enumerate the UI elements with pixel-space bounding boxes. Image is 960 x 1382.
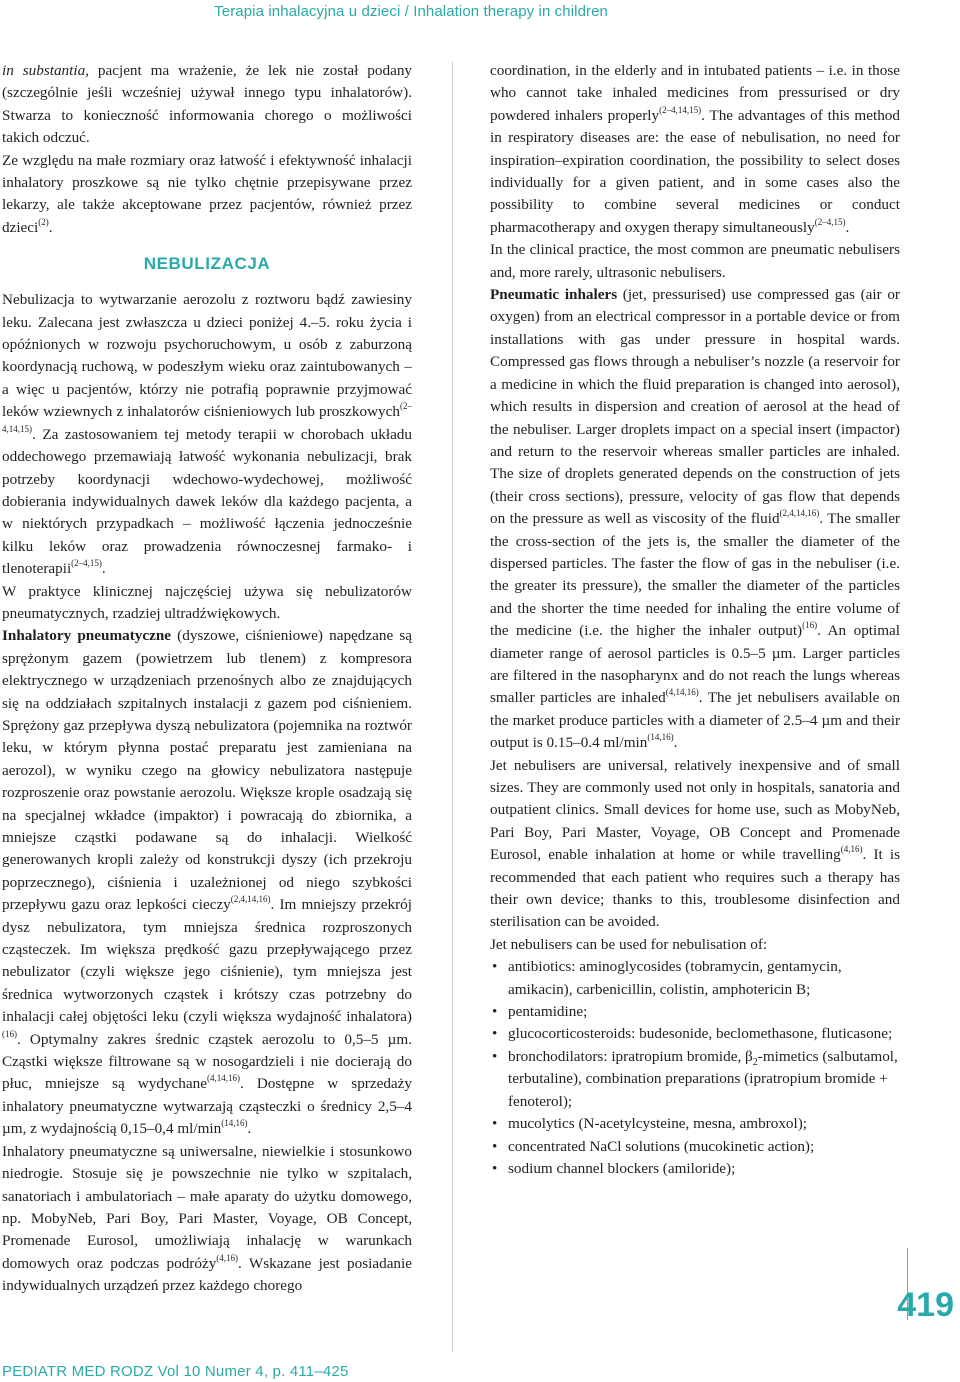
right-column <box>490 60 900 1180</box>
paragraph-text: . An optimal diameter range of aerosol particles is 0.5–5 µm. Larger particles are filtered in the nasopharynx and do not reach the lungs whereas smaller particles are inhaled <box>490 622 901 707</box>
citation: (2–4,14,15) <box>659 104 702 115</box>
citation: (4,16) <box>216 1252 239 1263</box>
paragraph-text: . <box>247 1120 252 1138</box>
paragraph-text: . Dostępne w sprzedaży inhalatory pneumatyczne wytwarzają cząsteczki o średnicy 2,5–4 µm, z wydajnością 0,15–0,4 ml/min <box>2 1075 412 1138</box>
citation: (14,16) <box>221 1118 248 1129</box>
paragraph-text: . Wskazane jest posiadanie indywidualnych urządzeń przez każdego chorego <box>2 1254 412 1295</box>
citation: (2,4,14,16) <box>230 894 271 905</box>
citation: (4,14,16) <box>206 1073 240 1084</box>
list-item: • sodium channel blockers (amiloride); <box>508 1158 900 1180</box>
paragraph: Jet nebulisers can be used for nebulisation of: <box>490 935 768 953</box>
paragraph-text: (dyszowe, ciśnieniowe) napędzane są sprężonym gazem (powietrzem lub tlenem) z kompresora elektrycznego w urządzeniach przenośnych albo ze znajdujących się na oddziałach szpitalnych instalacji z gazem pod ciśnieniem. Sprężony gaz przepływa dyszą nebulizatora (pojemnika na roztwór leku, w którym płynna postać preparatu jest zamieniana na aerozol), w wyniku czego na głowicy nebulizatora następuje rozproszenie oraz powstanie aerozolu. Większe krople osadzają się na specjalnej wkładce (impaktor) i powracają do zbiornika, a mniejsze cząstki podawane są do inhalacji. Wielkość generowanych kropli zależy od konstrukcji dyszy (ich przekroju poprzecznego), ciśnienia i uzależnionej od niego szybkości przepływu gazu oraz lepkości cieczy <box>2 627 413 914</box>
paragraph: W praktyce klinicznej najczęściej używa się nebulizatorów pneumatycznych, rzadziej ultradźwiękowych. <box>2 582 412 622</box>
paragraph: In the clinical practice, the most common are pneumatic nebulisers and, more rarely, ultrasonic nebulisers. <box>490 241 900 281</box>
paragraph-text: Ze względu na małe rozmiary oraz łatwość i efektywność inhalacji inhalatory proszkowe są nie tylko chętnie przepisywane przez lekarzy, ale także akceptowane przez pacjentów, również przez dzieci <box>2 151 412 236</box>
paragraph-text: . <box>673 734 678 752</box>
paragraph-text: , pacjent ma wrażenie, że lek nie został podany (szczególnie jeśli wcześniej używał innego typu inhalatorów). Stwarza to konieczność informowania chorego o możliwości takich odczuć. <box>2 62 413 147</box>
paragraph <box>490 60 900 239</box>
list-item: • pentamidine; <box>508 1001 900 1023</box>
paragraph-text: . Optymalny zakres średnic cząstek aerozolu to 0,5–5 µm. Cząstki większe filtrowane są w nosogardzieli i nie docierają do płuc, mniejsze są wydychane <box>2 1030 412 1093</box>
citation: (2–4,15) <box>814 216 846 227</box>
list-item-text: bronchodilators: ipratropium bromide, β <box>508 1047 753 1065</box>
paragraph <box>490 284 900 755</box>
page-number: 419 <box>897 1286 954 1324</box>
journal-footer: PEDIATR MED RODZ Vol 10 Numer 4, p. 411–425 <box>2 1363 349 1380</box>
citation: (2) <box>38 216 49 227</box>
citation: (2,4,14,16) <box>779 508 820 519</box>
paragraph <box>2 60 412 150</box>
list-item: • mucolytics (N-acetylcysteine, mesna, ambroxol); <box>508 1113 900 1135</box>
paragraph <box>2 625 412 1140</box>
paragraph-text: coordination, in the elderly and in intubated patients – i.e. in those who cannot take inhaled medicines from pressurised or dry powdered inhalers properly <box>490 62 900 124</box>
citation: (16) <box>802 620 818 631</box>
paragraph-text: Nebulizacja to wytwarzanie aerozolu z roztworu bądź zawiesiny leku. Zalecana jest zwłaszcza u dzieci poniżej 4.–5. roku życia i opóźnionych w rozwoju psychoruchowym, u osób z zaburzoną koordynacją ruchową, w podeszłym wieku oraz zaintubowanych – a więc u pacjentów, którzy nie potrafią poprawnie przyjmować leków wziewnych z inhalatorów ciśnieniowych lub proszkowych <box>2 291 412 421</box>
list-item: • antibiotics: aminoglycosides (tobramycin, gentamycin, amikacin), carbenicillin, colistin, amphotericin B; <box>508 956 900 1001</box>
list-item <box>508 1046 900 1113</box>
paragraph-text: . <box>101 560 106 578</box>
paragraph <box>2 150 412 240</box>
paragraph <box>2 1141 412 1298</box>
list-item-text: -mimetics (salbutamol, terbutaline), combination preparations (ipratropium bromide + fenoterol); <box>508 1047 898 1110</box>
paragraph-text: . The smaller the cross-section of the jets is, the smaller the diameter of the dispersed particles. The faster the flow of gas in the nebuliser (i.e. the greater its pressure), the smaller the diameter of the particles and the shorter the time needed for inhaling the entire volume of the medicine (i.e. the higher the inhaler output) <box>490 510 900 640</box>
bold-term: Inhalatory pneumatyczne <box>2 627 172 645</box>
citation: (2–4,14,15) <box>2 401 412 434</box>
citation: (4,14,16) <box>665 687 699 698</box>
running-title: Terapia inhalacyjna u dzieci / Inhalation therapy in children <box>214 3 608 20</box>
italic-term: in substantia <box>2 62 86 79</box>
paragraph-text: . <box>48 218 53 236</box>
paragraph-text: . Im mniejszy przekrój dysz nebulizatora, tym mniejsza średnica rozproszonych cząsteczek. Im większa prędkość gazu przepływającego przez nebulizator (czyli większe jego ciśnienie), tym mniejsza jest średnica wytworzonych cząstek i krótszy czas potrzebny do inhalacji całej objętości leku (czyli większa wydajność inhalatora) <box>2 896 412 1026</box>
nebulisation-list <box>490 956 900 1180</box>
citation: (14,16) <box>647 732 674 743</box>
paragraph-text: . It is recommended that each patient who requires such a therapy has their own device; thanks to this, troublesome disinfection and sterilisation can be avoided. <box>490 846 900 931</box>
paragraph-text: . The jet nebulisers available on the market produce particles with a diameter of 2.5–4 µm and their output is 0.15–0.4 ml/min <box>490 689 900 752</box>
paragraph-text: . <box>845 218 850 236</box>
paragraph-text: Jet nebulisers are universal, relatively inexpensive and of small sizes. They are commonly used not only in hospitals, sanatoria and outpatient clinics. Small devices for home use, such as MobyNeb, Pari Boy, Pari Master, Voyage, OB Concept and Promenade Eurosol, enable inhalation at home or while travelling <box>490 756 900 864</box>
column-divider <box>452 62 453 1352</box>
bold-term: Pneumatic inhalers <box>490 286 618 304</box>
paragraph-text: . Za zastosowaniem tej metody terapii w chorobach układu oddechowego przemawiają łatwość wykonania nebulizacji, brak potrzeby koordynacji wdechowo-wydechowej, możliwość dobierania indywidualnych dawek leków dla każdego pacjenta, a w niektórych przypadkach – możliwość łączenia jednocześnie kilku leków oraz prowadzenia równoczesnej farmako- i tlenoterapii <box>2 425 412 578</box>
left-column <box>2 60 412 1298</box>
subscript: 2 <box>752 1056 758 1068</box>
section-heading: NEBULIZACJA <box>143 254 271 274</box>
paragraph-text: Inhalatory pneumatyczne są uniwersalne, niewielkie i stosunkowo niedrogie. Stosuje się je powszechnie nie tylko w szpitalach, sanatoriach i ambulatoriach – małe aparaty do użytku domowego, np. MobyNeb, Pari Boy, Pari Master, Voyage, OB Concept, Promenade Eurosol, umożliwiają inhalację w warunkach domowych oraz podczas podróży <box>2 1142 412 1272</box>
paragraph <box>490 755 900 934</box>
citation: (16) <box>2 1028 17 1039</box>
list-item: • concentrated NaCl solutions (mucokinetic action); <box>508 1136 900 1158</box>
paragraph-text: (jet, pressurised) use compressed gas (air or oxygen) from an electrical compressor in a portable device or from installations with gas under pressure in hospital wards. Compressed gas flows through a nebuliser’s nozzle (a reservoir for a medicine in which the fluid preparation is changed into aerosol), which results in dispersion and creation of aerosol at the head of the nebuliser. Larger droplets impact on a special insert (impactor) and return to the reservoir whereas smaller particles are inhaled. The size of droplets generated depends on the construction of jets (their cross sections), pressure, velocity of gas flow that depends on the pressure as well as viscosity of the fluid <box>490 286 900 528</box>
paragraph <box>2 289 412 580</box>
citation: (4,16) <box>840 844 863 855</box>
paragraph-text: . The advantages of this method in respiratory diseases are: the ease of nebulisation, no need for inspiration–expiration coordination, the possibility to select doses individually for a given patient, and in some cases also the possibility to combine several medicines or conduct pharmacotherapy and oxygen therapy simultaneously <box>490 106 900 236</box>
citation: (2–4,15) <box>71 558 102 569</box>
list-item: • glucocorticosteroids: budesonide, beclomethasone, fluticasone; <box>508 1023 900 1045</box>
